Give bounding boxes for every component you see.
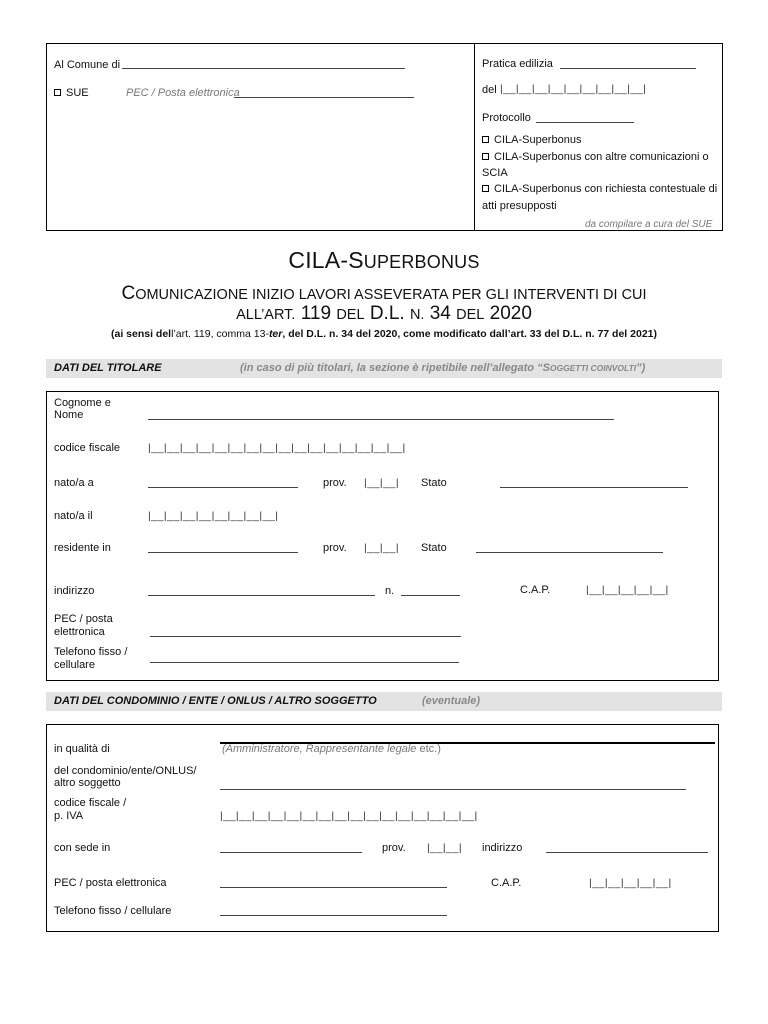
stato-field[interactable]: [500, 487, 688, 488]
pratica-label: Pratica edilizia: [482, 58, 553, 70]
cap-field[interactable]: |__|__|__|__|__|: [589, 877, 672, 889]
indirizzo-label: indirizzo: [482, 842, 523, 854]
cf-piva-label-cont: p. IVA: [54, 810, 84, 822]
nato-a-label: nato/a a: [54, 477, 94, 489]
note-part: OGGETTI COINVOLTI: [549, 363, 637, 373]
indirizzo-label: indirizzo: [54, 585, 95, 597]
indirizzo-field[interactable]: [546, 852, 708, 853]
option-label: CILA-Superbonus con richiesta contestuale di: [494, 183, 718, 195]
top-box-divider: [474, 43, 475, 231]
cap-field[interactable]: |__|__|__|__|__|: [586, 584, 669, 596]
nato-a-field[interactable]: [148, 487, 298, 488]
note-part: (in caso di più titolari, la sezione è ripetibile nell’allegato “S: [240, 362, 550, 374]
sue-checkbox[interactable]: [54, 89, 61, 96]
cognome-label: Cognome e: [54, 397, 111, 409]
prov-field[interactable]: |__|__|: [427, 842, 463, 854]
note-part: ”): [636, 362, 646, 374]
section-condominio-header: [46, 692, 722, 711]
sede-field[interactable]: [220, 852, 362, 853]
option-label-cont: SCIA: [482, 167, 508, 179]
stato-label: Stato: [421, 542, 447, 554]
section-note: (eventuale): [422, 695, 481, 707]
stato-field[interactable]: [476, 552, 663, 553]
protocollo-field[interactable]: [536, 122, 634, 123]
pec-field[interactable]: [234, 97, 414, 98]
del-label: del: [482, 84, 497, 96]
checkbox[interactable]: [482, 153, 489, 160]
prov-label: prov.: [382, 842, 406, 854]
subtitle-year: 2020: [484, 303, 532, 324]
subtitle-dl: D.L.: [364, 303, 410, 324]
qualita-field[interactable]: [222, 743, 441, 756]
subtitle-line-1: [0, 284, 768, 305]
option-cila-richiesta[interactable]: [482, 183, 717, 196]
sue-option[interactable]: [54, 87, 89, 100]
stato-label: Stato: [421, 477, 447, 489]
nome-label: Nome: [54, 409, 84, 421]
note-part: ter: [268, 328, 283, 340]
option-cila-altre[interactable]: [482, 151, 709, 164]
condominio-label: del condominio/ente/ONLUS/: [54, 765, 197, 777]
comune-label: Al Comune di: [54, 59, 121, 71]
n-label: n.: [385, 585, 395, 597]
prov-label: prov.: [323, 477, 347, 489]
option-label: CILA-Superbonus: [494, 134, 582, 146]
page-title: [0, 247, 768, 274]
subtitle-sc: ALL’ART.: [236, 307, 296, 323]
checkbox[interactable]: [482, 136, 489, 143]
cf-label: codice fiscale: [54, 442, 121, 454]
comune-field[interactable]: [122, 68, 405, 69]
subtitle-num: 34: [424, 303, 457, 324]
title-sc: UPERBONUS: [363, 252, 480, 272]
cap-label: C.A.P.: [520, 584, 551, 596]
subtitle-sc: OMUNICAZIONE INIZIO LAVORI ASSEVERATA PER GLI INTERVENTI DI CUI: [135, 287, 647, 303]
prov-field[interactable]: |__|__|: [364, 542, 400, 554]
section-title: DATI DEL TITOLARE: [54, 362, 162, 374]
residente-label: residente in: [54, 542, 111, 554]
cf-piva-field[interactable]: |__|__|__|__|__|__|__|__|__|__|__|__|__|__|__|__|: [220, 810, 478, 822]
note-part: l’art. 119, comma 13-: [171, 328, 269, 340]
pec-label: PEC / Posta elettronica: [126, 87, 240, 99]
prov-label: prov.: [323, 542, 347, 554]
pec-field[interactable]: [220, 887, 447, 888]
cognome-nome-field[interactable]: [148, 419, 614, 420]
top-box: [46, 43, 723, 231]
protocollo-label: Protocollo: [482, 112, 531, 124]
del-date-field[interactable]: |__|__|__|__|__|__|__|__|__|: [500, 83, 647, 95]
tel-field[interactable]: [220, 915, 447, 916]
cf-field[interactable]: |__|__|__|__|__|__|__|__|__|__|__|__|__|__|__|__|: [148, 442, 406, 454]
residente-field[interactable]: [148, 552, 298, 553]
tel-label-cont: cellulare: [54, 659, 95, 671]
cap-label: C.A.P.: [491, 877, 522, 889]
option-label: CILA-Superbonus con altre comunicazioni o: [494, 151, 709, 163]
subtitle-line-2: [0, 304, 768, 325]
titolare-box: [46, 391, 719, 681]
indirizzo-field[interactable]: [148, 595, 375, 596]
checkbox[interactable]: [482, 185, 489, 192]
legal-note: [0, 324, 768, 342]
pec-label: PEC / posta elettronica: [54, 877, 167, 889]
subtitle-sc: N.: [409, 307, 425, 323]
title-prefix: CILA-S: [288, 247, 364, 273]
qualita-hint-etc: etc.): [416, 743, 441, 755]
note-part: (ai sensi del: [110, 328, 172, 340]
section-titolare-header: [46, 359, 722, 378]
pec-label-cont: elettronica: [54, 626, 105, 638]
condominio-label-cont: altro soggetto: [54, 777, 121, 789]
condominio-field[interactable]: [220, 789, 686, 790]
pec-field[interactable]: [150, 636, 461, 637]
qualita-hint: (Amministratore, Rappresentante legale: [222, 743, 417, 755]
section-note: [240, 362, 645, 374]
tel-field[interactable]: [150, 662, 459, 663]
note-part: , del D.L. n. 34 del 2020, come modificato dall’art. 33 del D.L. n. 77 del 2021): [282, 328, 658, 340]
subtitle-sc: DEL: [336, 307, 365, 323]
n-field[interactable]: [401, 595, 460, 596]
nato-il-field[interactable]: |__|__|__|__|__|__|__|__|: [148, 510, 279, 522]
cf-piva-label: codice fiscale /: [54, 797, 127, 809]
pec-label: PEC / posta: [54, 613, 113, 625]
tel-label: Telefono fisso /: [54, 646, 128, 658]
subtitle-num: 119: [295, 303, 337, 324]
prov-field[interactable]: |__|__|: [364, 477, 400, 489]
nato-il-label: nato/a il: [54, 510, 93, 522]
section-title: DATI DEL CONDOMINIO / ENTE / ONLUS / ALTRO SOGGETTO: [54, 695, 377, 707]
sue-note: da compilare a cura del SUE: [585, 219, 713, 230]
sue-label: SUE: [66, 87, 89, 99]
option-label-cont: atti presupposti: [482, 200, 557, 212]
sede-label: con sede in: [54, 842, 111, 854]
qualita-label: in qualità di: [54, 743, 110, 755]
option-cila-superbonus[interactable]: [482, 134, 581, 147]
subtitle-initial: C: [121, 283, 136, 304]
pratica-field[interactable]: [560, 68, 696, 69]
tel-label: Telefono fisso / cellulare: [54, 905, 172, 917]
subtitle-sc: DEL: [456, 307, 485, 323]
